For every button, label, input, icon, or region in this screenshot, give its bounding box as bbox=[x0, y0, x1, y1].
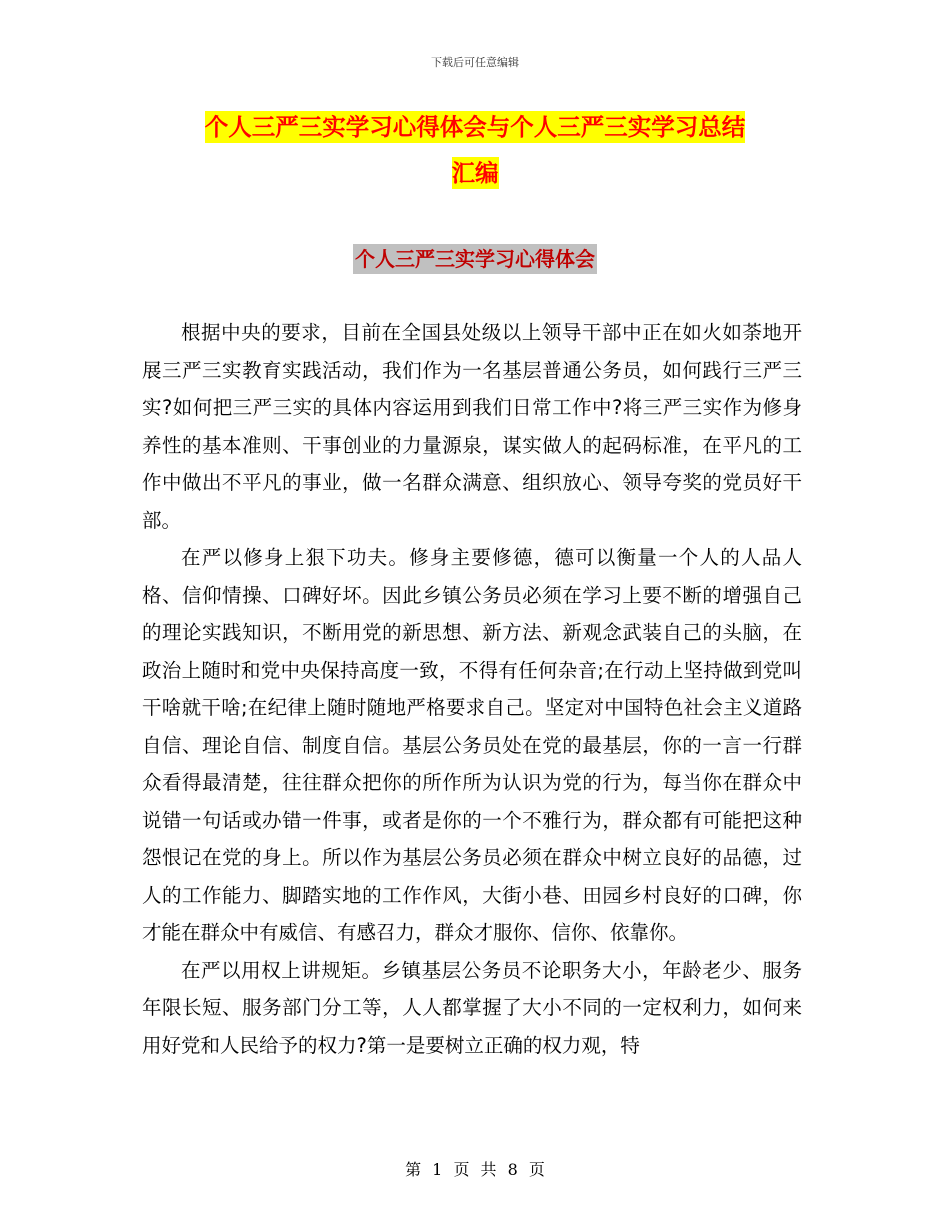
page-header-note: 下载后可任意编辑 bbox=[431, 56, 519, 69]
title-line-1: 个人三严三实学习心得体会与个人三严三实学习总结 bbox=[204, 113, 746, 141]
page-footer: 第 1 页 共 8 页 bbox=[405, 1160, 545, 1179]
section-heading-text: 个人三严三实学习心得体会 bbox=[353, 244, 597, 274]
paragraph-1: 根据中央的要求，目前在全国县处级以上领导干部中正在如火如荼地开展三严三实教育实践活动，我们作为一名基层普通公务员，如何践行三严三实?如何把三严三实的具体内容运用到我们日常工作中?将三严三实作为修身养性的基本准则、干事创业的力量源泉，谋实做人的起码标准，在平凡的工作中做出不平凡的事业，做一名群众满意、组织放心、领导夸奖的党员好干部。 bbox=[142, 321, 802, 532]
title-line-2: 汇编 bbox=[451, 159, 499, 187]
document-title bbox=[140, 104, 810, 196]
section-heading bbox=[0, 243, 950, 272]
paragraph-3: 在严以用权上讲规矩。乡镇基层公务员不论职务大小，年龄老少、服务年限长短、服务部门分工等，人人都掌握了大小不同的一定权利力，如何来用好党和人民给予的权力?第一是要树立正确的权力观，特 bbox=[142, 958, 802, 1057]
paragraph-2: 在严以修身上狠下功夫。修身主要修德，德可以衡量一个人的人品人格、信仰情操、口碑好坏。因此乡镇公务员必须在学习上要不断的增强自己的理论实践知识，不断用党的新思想、新方法、新观念武装自己的头脑，在政治上随时和党中央保持高度一致，不得有任何杂音;在行动上坚持做到党叫干啥就干啥;在纪律上随时随地严格要求自己。坚定对中国特色社会主义道路自信、理论自信、制度自信。基层公务员处在党的最基层，你的一言一行群众看得最清楚，往往群众把你的所作所为认识为党的行为，每当你在群众中说错一句话或办错一件事，或者是你的一个不雅行为，群众都有可能把这种怨恨记在党的身上。所以作为基层公务员必须在群众中树立良好的品德，过人的工作能力、脚踏实地的工作作风，大街小巷、田园乡村良好的口碑，你才能在群众中有威信、有感召力，群众才服你、信你、依靠你。 bbox=[142, 546, 802, 944]
body-text bbox=[142, 314, 802, 1064]
